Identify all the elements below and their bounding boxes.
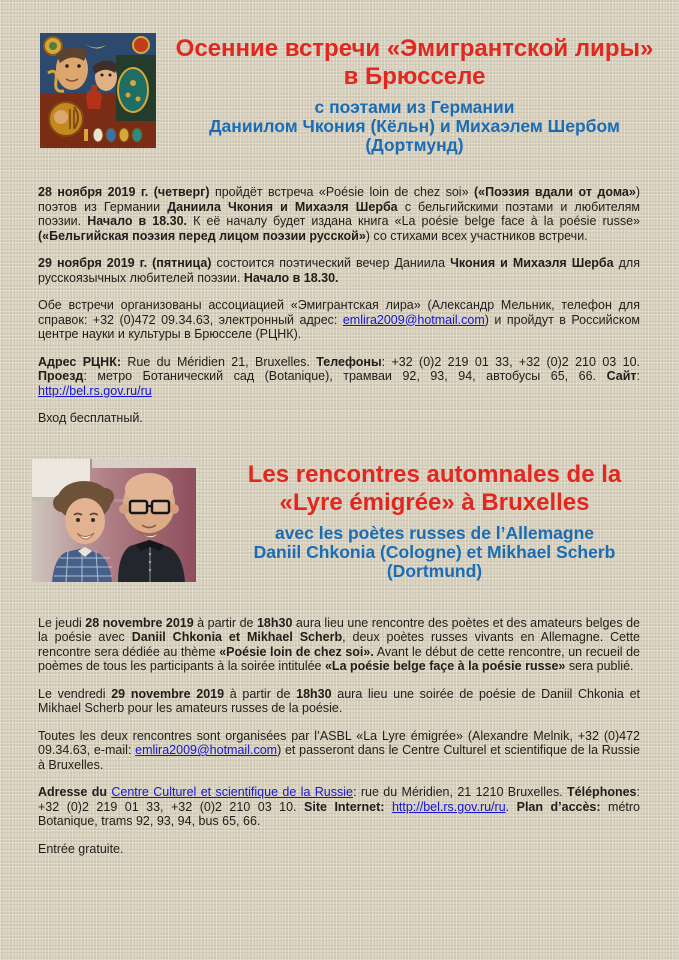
text-run: 28 ноября 2019 г. (четверг): [38, 185, 210, 199]
text-run: Téléphones: [567, 785, 637, 799]
text-run: ) et passeront dans le Centre Culturel et scientifique de la Russie à Bruxelles.: [38, 743, 640, 772]
text-run: à partir de: [193, 615, 257, 630]
text-run: Проезд: [38, 369, 84, 383]
fr-paragraph-3: [38, 729, 640, 773]
ru-paragraph-4: [38, 355, 640, 399]
text-run: Телефоны: [316, 354, 382, 369]
inline-link[interactable]: emlira2009@hotmail.com: [342, 312, 485, 327]
text-run: для русскоязычных любителей поэзии.: [38, 256, 640, 285]
text-run: :: [636, 369, 640, 383]
text-run: Site Internet:: [304, 799, 392, 814]
poets-photo-image: [32, 459, 196, 582]
text-run: ) со стихами всех участников встречи.: [365, 228, 588, 243]
fr-title-line-1: Les rencontres automnales de la: [247, 460, 622, 488]
ru-titles: [162, 33, 667, 155]
text-run: Le vendredi: [38, 686, 112, 701]
text-run: aura lieu une soirée de poésie de Daniil Chkonia et Mikhael Scherb pour les amateurs russes de la poésie.: [38, 686, 640, 715]
text-run: («Бельгийская поэзия перед лицом поэзии русской»: [38, 228, 366, 243]
ru-paragraph-2: [38, 256, 640, 285]
text-run: Le jeudi: [38, 615, 86, 630]
fr-title: [210, 461, 659, 517]
ru-title-line-1: Осенние встречи «Эмигрантской лиры»: [175, 35, 654, 62]
text-run: Plan d’accès:: [516, 799, 601, 814]
text-run: .: [505, 799, 517, 814]
text-run: ) поэтов из Германии: [38, 185, 640, 214]
ru-subtitle-line-2: Даниилом Чкония (Кёльн) и Михаэлем Шербом: [209, 116, 620, 136]
fr-title-line-2: «Lyre émigrée» à Bruxelles: [279, 488, 590, 516]
ru-paragraph-1: [38, 185, 640, 243]
inline-link[interactable]: http://bel.rs.gov.ru/ru: [38, 383, 152, 398]
text-run: 18h30: [256, 615, 293, 630]
text-run: Начало в 18.30.: [243, 270, 339, 285]
ru-subtitle-line-3: (Дортмунд): [365, 135, 464, 155]
text-run: Сайт: [606, 369, 637, 383]
fr-header: [0, 439, 679, 582]
inline-link[interactable]: Centre Culturel et scientifique de la Russie: [111, 785, 353, 799]
text-run: Чкония и Михаэля Шерба: [450, 256, 614, 270]
text-run: Toutes les deux rencontres sont organisées par l’ASBL «La Lyre émigrée» (Alexandre Melnik, +32 (0)472 09.34.63, e-mail:: [38, 728, 640, 757]
text-run: 28 novembre 2019: [85, 615, 194, 630]
text-run: 29 ноября 2019 г. (пятница): [38, 256, 212, 270]
text-run: , deux poètes russes vivants en Allemagne. Cette rencontre sera dédiée au thème: [38, 630, 641, 659]
text-run: состоится поэтический вечер Даниила: [211, 256, 451, 270]
fr-subtitle-line-3: (Dortmund): [386, 560, 483, 581]
fr-subtitle-line-2: Daniil Chkonia (Cologne) et Mikhael Scherb: [253, 541, 616, 562]
folk-art-painting-image: [40, 33, 156, 148]
text-run: métro Botanique, trams 92, 93, 94, bus 65, 66.: [38, 799, 640, 828]
text-run: Даниила Чкония и Михаэля Шерба: [167, 199, 398, 214]
text-run: «Poésie loin de chez soi».: [219, 644, 374, 659]
ru-title-line-2: в Брюсселе: [343, 63, 486, 90]
ru-header: [0, 0, 679, 155]
text-run: Adresse du: [38, 785, 112, 799]
text-run: К её началу будет издана книга «La poésie belge face à la poésie russe»: [187, 214, 640, 228]
text-run: : rue du Méridien, 21 1210 Bruxelles.: [352, 785, 568, 799]
fr-paragraph-5: [38, 842, 640, 857]
inline-link[interactable]: http://bel.rs.gov.ru/ru: [391, 799, 506, 814]
ru-paragraph-5: [38, 411, 640, 426]
text-run: с бельгийскими поэтами и любителям поэзии.: [38, 199, 640, 228]
text-run: 18h30: [296, 686, 332, 701]
text-run: : +32 (0)2 219 01 33, +32 (0)2 210 03 10.: [381, 354, 640, 369]
inline-link[interactable]: emlira2009@hotmail.com: [135, 743, 278, 757]
text-run: Rue du Méridien 21, Bruxelles.: [121, 354, 317, 369]
text-run: Адрес РЦНК:: [38, 354, 121, 369]
fr-paragraph-1: [38, 616, 640, 674]
text-run: : +32 (0)2 219 01 33, +32 (0)2 210 03 10.: [38, 785, 640, 814]
ru-subtitle-line-1: с поэтами из Германии: [314, 97, 515, 117]
text-run: : метро Ботанический сад (Botanique), трамваи 92, 93, 94, автобусы 65, 66.: [83, 369, 607, 383]
ru-body: [0, 155, 679, 426]
fr-subtitle: [210, 524, 659, 581]
fr-paragraph-4: [38, 785, 640, 829]
fr-titles: [202, 459, 667, 581]
text-run: Avant le début de cette rencontre, un recueil de poèmes de tous les participants à la soirée intitulée: [38, 644, 640, 673]
text-run: ) и пройдут в Российском центре науки и культуры в Брюсселе (РЦНК).: [38, 312, 640, 341]
text-run: пройдёт встреча «Poésie loin de chez soi»: [209, 185, 474, 199]
text-run: Daniil Chkonia et Mikhael Scherb: [131, 630, 343, 644]
fr-body: [0, 582, 679, 857]
ru-subtitle: [170, 98, 659, 155]
fr-paragraph-2: [38, 687, 640, 716]
text-run: Entrée gratuite.: [38, 841, 124, 856]
ru-title: [170, 35, 659, 91]
text-run: sera publié.: [565, 659, 634, 673]
text-run: («Поэзия вдали от дома»: [473, 185, 636, 199]
text-run: Обе встречи организованы ассоциацией «Эмигрантская лира» (Александр Мельник, телефон для справок: +32 (0)472 09.34.63, электронный адрес:: [38, 298, 640, 327]
fr-subtitle-line-1: avec les poètes russes de l’Allemagne: [274, 522, 595, 543]
text-run: Начало в 18.30.: [87, 214, 188, 228]
text-run: 29 novembre 2019: [111, 686, 225, 701]
text-run: à partir de: [224, 686, 297, 701]
ru-paragraph-3: [38, 298, 640, 342]
text-run: aura lieu une rencontre des poètes et des amateurs belges de la poésie avec: [38, 615, 640, 644]
text-run: «La poésie belge façe à la poésie russe»: [324, 659, 566, 673]
text-run: Вход бесплатный.: [38, 411, 143, 425]
